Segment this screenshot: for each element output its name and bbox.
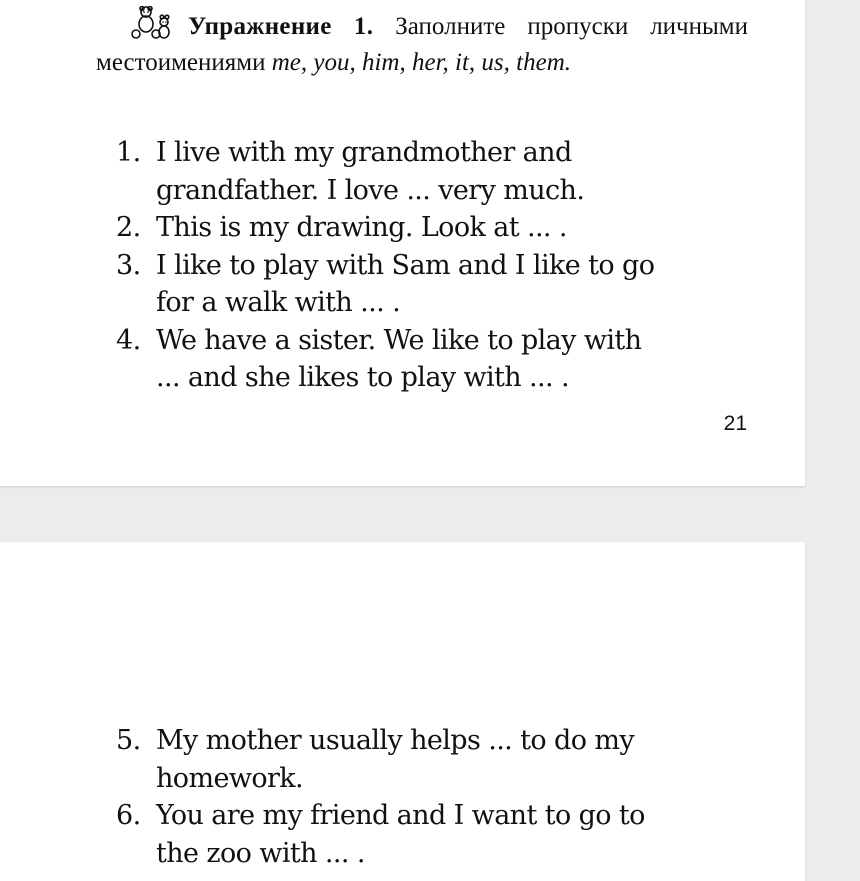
item-text-line: ... and she likes to play with ... .	[156, 362, 569, 393]
exercise-items-page-2	[110, 722, 750, 872]
teddy-bear-icon	[126, 6, 182, 40]
item-text-line: I live with my grandmother and	[156, 137, 572, 168]
item-number: 5.	[116, 725, 141, 756]
exercise-items-page-1	[110, 134, 750, 397]
item-number: 1.	[116, 137, 141, 168]
exercise-item-1	[110, 134, 750, 209]
exercise-item-2	[110, 209, 750, 247]
exercise-item-3	[110, 247, 750, 322]
exercise-item-4	[110, 322, 750, 397]
exercise-item-6	[110, 797, 750, 872]
exercise-item-5	[110, 722, 750, 797]
pronoun-list: me, you, him, her, it, us, them.	[271, 49, 572, 76]
item-number: 2.	[116, 212, 141, 243]
exercise-header	[96, 6, 748, 81]
exercise-title: Упражнение 1.	[188, 13, 374, 40]
item-text-line: the zoo with ... .	[156, 837, 365, 869]
item-text-line: homework.	[156, 762, 304, 794]
textbook-page-22	[0, 542, 805, 881]
item-text-line: I like to play with Sam and I like to go	[156, 249, 655, 281]
item-number: 4.	[116, 324, 141, 356]
item-text-line: You are my friend and I want to go to	[156, 800, 645, 831]
page-number: 21	[723, 412, 747, 435]
item-text-line: grandfather. I love ... very much.	[156, 174, 585, 206]
exercise-instruction: Заполните пропуски личными местоимениями	[96, 13, 749, 76]
item-text-line: This is my drawing. Look at ... .	[156, 212, 567, 243]
item-number: 3.	[116, 249, 141, 281]
item-text-line: My mother usually helps ... to do my	[156, 725, 635, 756]
item-text-line: We have a sister. We like to play with	[156, 324, 642, 356]
item-number: 6.	[116, 800, 141, 831]
item-text-line: for a walk with ... .	[156, 287, 401, 318]
